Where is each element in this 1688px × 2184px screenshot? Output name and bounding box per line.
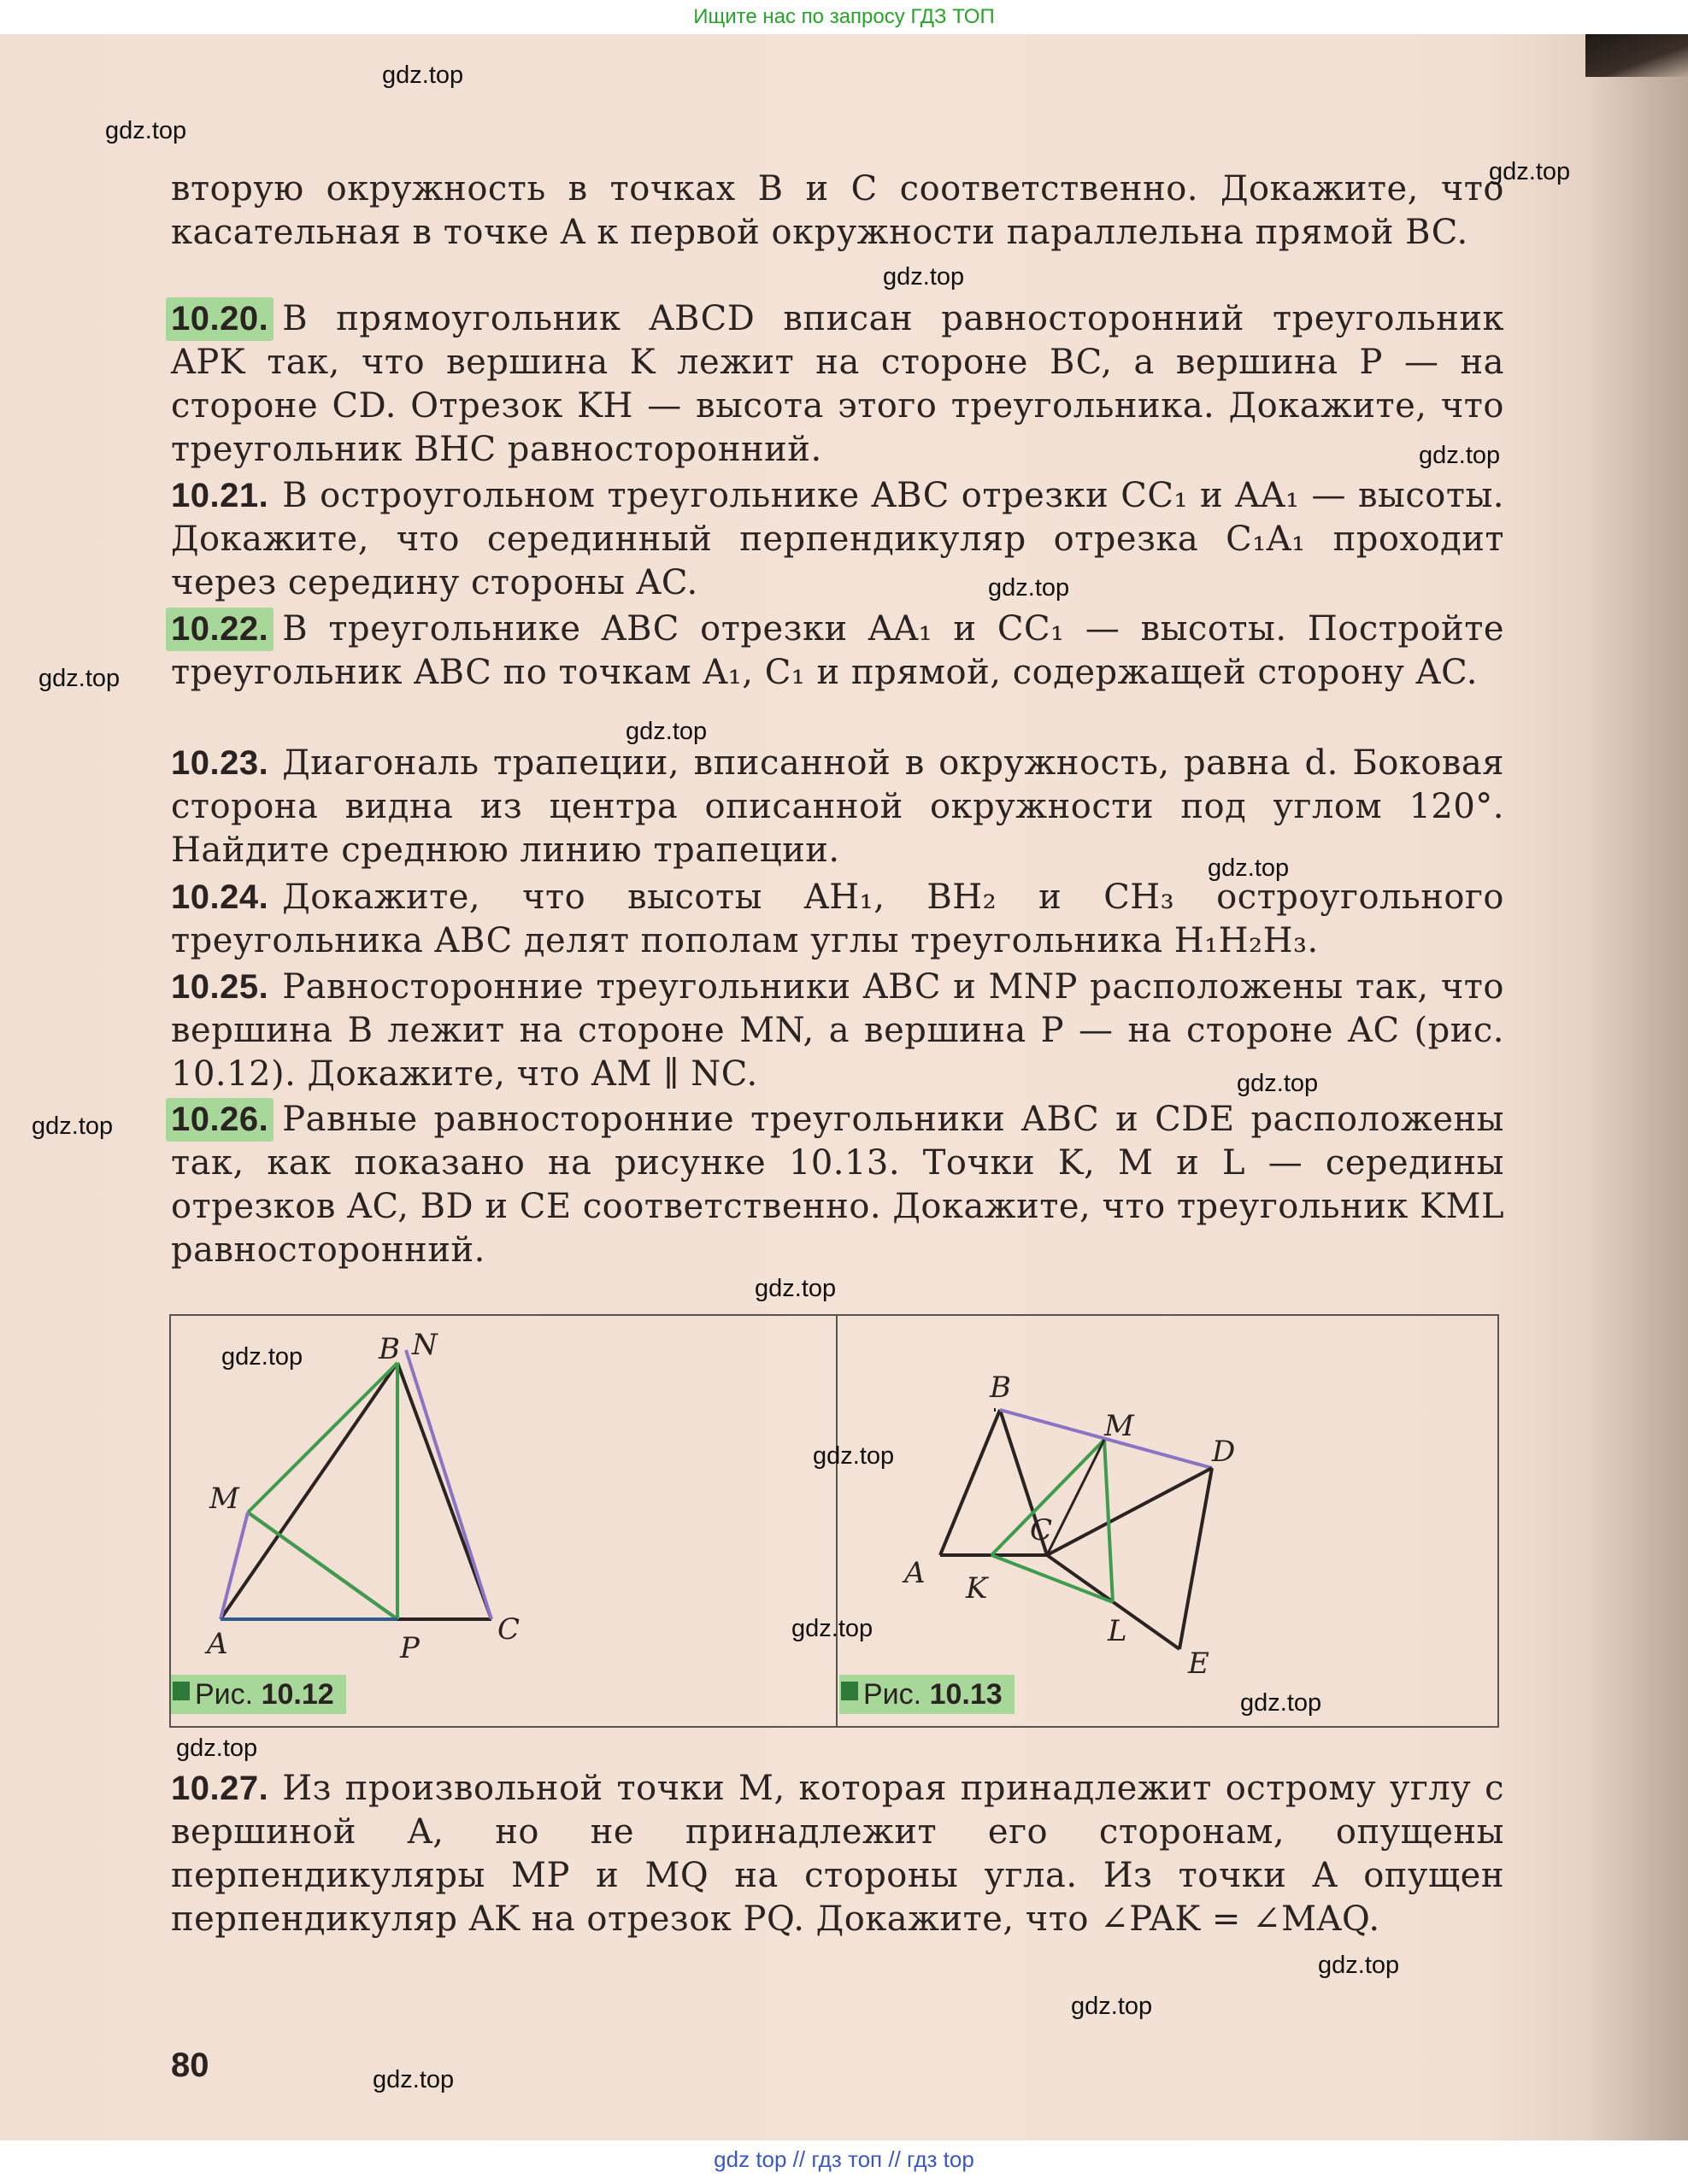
label-K: K <box>966 1571 988 1606</box>
problem-number: 10.24. <box>171 878 269 916</box>
bottom-banner[interactable]: gdz top // гдз топ // гдз top <box>714 2146 974 2172</box>
watermark: gdz.top <box>1318 1952 1400 1979</box>
watermark: gdz.top <box>373 2066 455 2093</box>
edge-AM <box>221 1512 248 1619</box>
problem-10-20 <box>171 297 1504 472</box>
watermark: gdz.top <box>1208 854 1290 882</box>
edge-MB <box>248 1363 397 1512</box>
edge-BA <box>940 1410 1000 1555</box>
caption-marker-icon <box>173 1682 190 1700</box>
edge-BA <box>221 1363 397 1619</box>
page-corner-shadow <box>1585 34 1688 77</box>
watermark: gdz.top <box>1419 442 1501 469</box>
watermark: gdz.top <box>32 1113 114 1140</box>
watermark: gdz.top <box>382 62 464 89</box>
problem-10-21 <box>171 474 1504 605</box>
label-N: N <box>412 1328 438 1362</box>
problem-number: 10.20. <box>166 297 273 341</box>
top-banner[interactable]: Ищите нас по запросу ГДЗ ТОП <box>693 5 995 28</box>
edge-MP-green <box>248 1512 397 1619</box>
watermark: gdz.top <box>1071 1993 1153 2020</box>
label-A: A <box>207 1627 228 1661</box>
problem-text: В треугольнике ABC отрезки AA₁ и CC₁ — высоты. Постройте треугольник ABC по точкам A₁, C₁ и прямой, содержащей сторону AC. <box>171 609 1504 692</box>
problem-text: В остроугольном треугольнике ABC отрезки CC₁ и AA₁ — высоты. Докажите, что серединный перпендикуляр отрезка C₁A₁ проходит через середину стороны AC. <box>171 476 1504 602</box>
label-C: C <box>1030 1513 1053 1547</box>
watermark: gdz.top <box>626 718 708 745</box>
caption-prefix: Рис. <box>863 1678 922 1711</box>
problem-text: Докажите, что высоты AH₁, BH₂ и CH₃ остроугольного треугольника ABC делят пополам углы треугольника H₁H₂H₃. <box>171 878 1504 960</box>
label-C: C <box>497 1612 521 1647</box>
intro-paragraph <box>171 167 1504 255</box>
intro-text: вторую окружность в точках B и C соответственно. Докажите, что касательная в точке A к первой окружности параллельна прямой BC. <box>171 169 1504 252</box>
edge-DE <box>1179 1468 1212 1649</box>
figure-box <box>169 1314 1499 1728</box>
problem-text: Диагональ трапеции, вписанной в окружность, равна d. Боковая сторона видна из центра описанной окружности под углом 120°. Найдите среднюю линию трапеции. <box>171 743 1504 870</box>
label-P: P <box>400 1631 420 1665</box>
watermark: gdz.top <box>38 665 121 692</box>
label-M: M <box>209 1482 239 1516</box>
problem-text: В прямоугольник ABCD вписан равносторонний треугольник APK так, что вершина K лежит на стороне BC, а вершина P — на стороне CD. Отрезок KH — высота этого треугольника. Докажите, что треугольник BHC равносторонний. <box>171 299 1504 469</box>
problem-number: 10.22. <box>166 608 273 651</box>
problem-10-27 <box>171 1767 1504 1941</box>
label-B: B <box>990 1371 1011 1405</box>
label-B: B <box>379 1332 400 1366</box>
edge-BC <box>397 1363 491 1619</box>
caption-fig-10-12 <box>171 1675 346 1714</box>
watermark: gdz.top <box>813 1442 895 1470</box>
edge-CD <box>1047 1468 1212 1555</box>
caption-number: 10.13 <box>929 1678 1003 1711</box>
problem-number: 10.27. <box>171 1770 269 1807</box>
caption-number: 10.12 <box>261 1678 334 1711</box>
problem-number: 10.25. <box>171 968 269 1006</box>
watermark: gdz.top <box>176 1735 258 1762</box>
watermark: gdz.top <box>221 1343 303 1371</box>
problem-text: Равносторонние треугольники ABC и MNP расположены так, что вершина B лежит на стороне MN, а вершина P — на стороне AC (рис. 10.12). Докажите, что AM ∥ NC. <box>171 967 1504 1094</box>
problem-number: 10.26. <box>166 1098 273 1142</box>
label-M: M <box>1104 1409 1134 1443</box>
edge-NC <box>406 1350 491 1619</box>
caption-prefix: Рис. <box>195 1678 254 1711</box>
problem-10-23 <box>171 742 1504 872</box>
problem-10-24 <box>171 876 1504 963</box>
watermark: gdz.top <box>988 574 1070 602</box>
problem-10-26 <box>171 1098 1504 1272</box>
problem-text: Из произвольной точки M, которая принадлежит острому углу с вершиной A, но не принадлежит его сторонам, опущены перпендикуляры MP и MQ на стороны угла. Из точки A опущен перпендикуляр AK на отрезок PQ. Докажите, что ∠PAK = ∠MAQ. <box>171 1769 1504 1939</box>
watermark: gdz.top <box>1240 1689 1322 1717</box>
problem-number: 10.23. <box>171 744 269 782</box>
label-L: L <box>1108 1614 1127 1648</box>
watermark: gdz.top <box>105 117 187 144</box>
edge-KL <box>991 1555 1113 1602</box>
watermark: gdz.top <box>883 263 965 291</box>
watermark: gdz.top <box>1489 158 1571 185</box>
watermark: gdz.top <box>1237 1070 1319 1097</box>
problem-text: Равные равносторонние треугольники ABC и CDE расположены так, как показано на рисунке 10.13. Точки K, M и L — середины отрезков AC, BD и CE соответственно. Докажите, что треугольник KML равносторонний. <box>171 1100 1504 1270</box>
problem-10-22 <box>171 608 1504 695</box>
watermark: gdz.top <box>755 1275 837 1302</box>
label-E: E <box>1188 1647 1209 1675</box>
watermark: gdz.top <box>791 1615 873 1642</box>
label-D: D <box>1212 1435 1236 1469</box>
label-A: A <box>904 1556 926 1590</box>
edge-CM <box>1047 1440 1104 1555</box>
caption-marker-icon <box>841 1682 858 1700</box>
figure-10-13 <box>838 1316 1497 1675</box>
caption-fig-10-13 <box>839 1675 1015 1714</box>
page-number: 80 <box>171 2046 209 2084</box>
problem-number: 10.21. <box>171 477 269 514</box>
